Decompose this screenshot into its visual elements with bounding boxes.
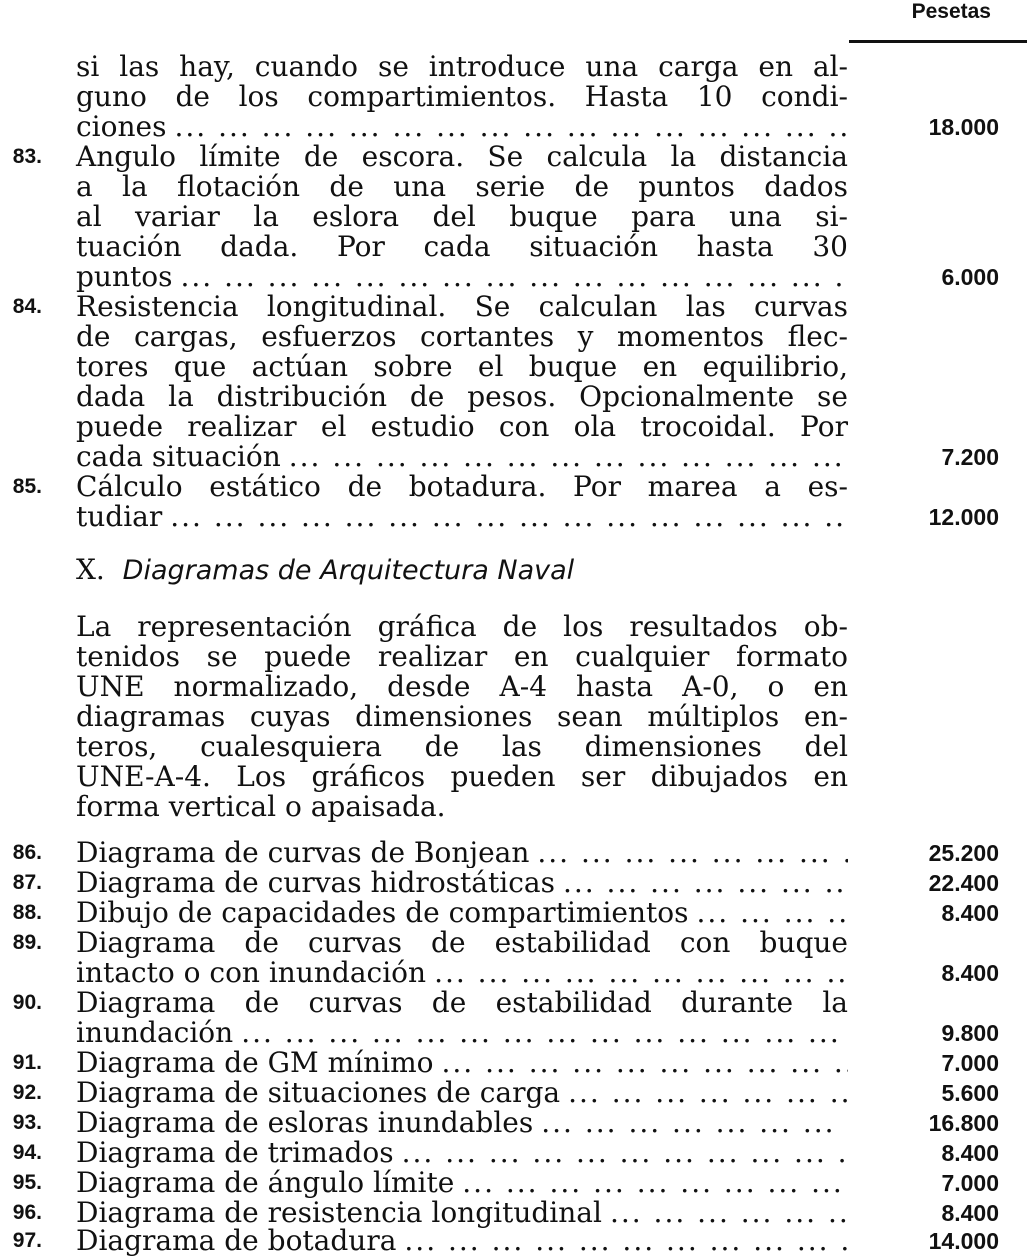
item-93-text: Diagrama de esloras inundables [76,1108,534,1138]
dot-leader [560,1078,848,1108]
price-87: 22.400 [928,870,999,896]
item-number-93: 93. [12,1111,42,1134]
item-84-line: puede realizar el estudio con ola trocoidal. Por [76,410,848,443]
price-94: 8.400 [941,1140,999,1166]
continuation-line: si las hay, cuando se introduce una carga en al- [76,50,848,83]
item-84-last-line [76,442,848,472]
pesetas-label: Pesetas [911,0,991,23]
price-83: 6.000 [941,264,999,290]
item-88-text: Dibujo de capacidades de compartimientos [76,898,689,928]
item-94 [76,1138,848,1168]
dot-leader [394,1138,848,1168]
dot-leader [426,958,848,988]
dot-leader [529,838,848,868]
item-number-92: 92. [12,1081,42,1104]
dot-leader [533,1108,848,1138]
item-84-last-text: cada situación [76,442,281,472]
item-97-text: Diagrama de botadura [76,1226,397,1256]
item-97 [76,1226,848,1256]
item-number-95: 95. [12,1171,42,1194]
item-number-86: 86. [12,841,42,864]
item-number-97: 97. [12,1229,42,1252]
price-97: 14.000 [928,1228,999,1254]
item-83-line: tuación dada. Por cada situación hasta 30 [76,230,848,263]
item-95 [76,1168,848,1198]
item-85-line: Cálculo estático de botadura. Por marea a es- [76,470,848,503]
item-number-94: 94. [12,1141,42,1164]
continuation-last-text: ciones [76,112,167,142]
price-90: 9.800 [941,1020,999,1046]
item-90-line: Diagrama de curvas de estabilidad durante la [76,986,848,1019]
continuation-last-line [76,112,848,142]
intro-last-line: forma vertical o apaisada. [76,790,446,823]
price-95: 7.000 [941,1170,999,1196]
intro-line: diagramas cuyas dimensiones sean múltiplos en- [76,700,848,733]
item-number-91: 91. [12,1051,42,1074]
item-89-text: intacto o con inundación [76,958,427,988]
price-89: 8.400 [941,960,999,986]
item-87-text: Diagrama de curvas hidrostáticas [76,868,555,898]
dot-leader [396,1226,848,1256]
item-85-last-text: tudiar [76,502,163,532]
intro-line: UNE normalizado, desde A-4 hasta A-0, o en [76,670,848,703]
price-88: 8.400 [941,900,999,926]
dot-leader [166,112,848,142]
item-89-line: Diagrama de curvas de estabilidad con buque [76,926,848,959]
item-number-84: 84. [12,295,42,318]
item-95-text: Diagrama de ángulo límite [76,1168,455,1198]
item-number-96: 96. [12,1201,42,1224]
dot-leader [454,1168,848,1198]
price-85: 12.000 [928,504,999,530]
item-number-85: 85. [12,475,42,498]
item-93 [76,1108,848,1138]
item-96-text: Diagrama de resistencia longitudinal [76,1198,602,1228]
dot-leader [555,868,848,898]
item-number-87: 87. [12,871,42,894]
dot-leader [162,502,848,532]
header-rule [849,40,1027,43]
item-number-90: 90. [12,991,42,1014]
item-83-last-line [76,262,848,292]
section-heading [76,555,574,586]
item-94-text: Diagrama de trimados [76,1138,394,1168]
item-87 [76,868,848,898]
price-93: 16.800 [928,1110,999,1136]
price-82: 18.000 [928,114,999,140]
item-83-last-text: puntos [76,262,173,292]
item-90 [76,1018,848,1048]
price-92: 5.600 [941,1080,999,1106]
item-84-line: dada la distribución de pesos. Opcionalmente se [76,380,848,413]
item-84-line: de cargas, esfuerzos cortantes y momentos flec- [76,320,848,353]
item-83-line: Angulo límite de escora. Se calcula la distancia [76,140,848,173]
dot-leader [172,262,848,292]
item-90-text: inundación [76,1018,234,1048]
item-84-line: tores que actúan sobre el buque en equilibrio, [76,350,848,383]
dot-leader [281,442,848,472]
item-number-89: 89. [12,931,42,954]
dot-leader [689,898,849,928]
item-88 [76,898,848,928]
item-92-text: Diagrama de situaciones de carga [76,1078,561,1108]
continuation-line: guno de los compartimientos. Hasta 10 condi- [76,80,848,113]
item-92 [76,1078,848,1108]
item-89 [76,958,848,988]
intro-line: UNE-A-4. Los gráficos pueden ser dibujados en [76,760,848,793]
price-column-header [847,0,1027,44]
dot-leader [602,1198,848,1228]
dot-leader [433,1048,848,1078]
item-number-88: 88. [12,901,42,924]
intro-line: teros, cualesquiera de las dimensiones del [76,730,848,763]
item-91 [76,1048,848,1078]
price-96: 8.400 [941,1200,999,1226]
intro-line: La representación gráfica de los resultados ob- [76,610,848,643]
intro-line: tenidos se puede realizar en cualquier formato [76,640,848,673]
dot-leader [233,1018,848,1048]
item-86 [76,838,848,868]
price-86: 25.200 [928,840,999,866]
item-86-text: Diagrama de curvas de Bonjean [76,838,530,868]
price-84: 7.200 [941,444,999,470]
section-numeral: X. [76,553,105,586]
item-85-last-line [76,502,848,532]
item-83-line: a la flotación de una serie de puntos dados [76,170,848,203]
item-number-83: 83. [12,145,42,168]
price-91: 7.000 [941,1050,999,1076]
section-title: Diagramas de Arquitectura Naval [122,555,575,586]
item-84-line: Resistencia longitudinal. Se calculan las curvas [76,290,848,323]
item-83-line: al variar la eslora del buque para una si- [76,200,848,233]
item-91-text: Diagrama de GM mínimo [76,1048,434,1078]
item-96 [76,1198,848,1228]
